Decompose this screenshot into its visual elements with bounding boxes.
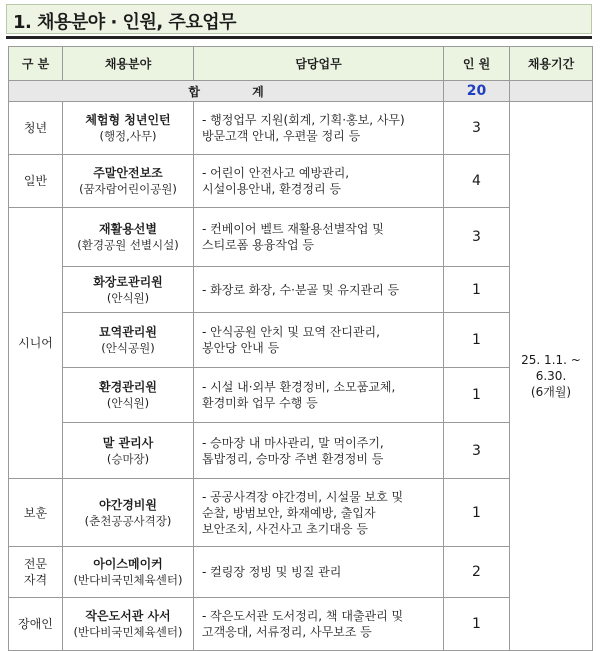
field-cell: 주말안전보조 (꿈자람어린이공원)	[63, 155, 194, 208]
title-box	[6, 4, 592, 34]
duty-cell: - 시설 내·외부 환경정비, 소모품교체, 환경미화 업무 수행 등	[194, 368, 444, 423]
field-cell: 재활용선별 (환경공원 선별시설)	[63, 208, 194, 267]
field-cell: 환경관리원 (안식원)	[63, 368, 194, 423]
title-underline	[6, 36, 592, 39]
count-cell: 1	[444, 267, 510, 313]
count-cell: 1	[444, 368, 510, 423]
count-cell: 1	[444, 313, 510, 368]
table-row	[9, 155, 593, 208]
table-row	[9, 368, 593, 423]
count-cell: 1	[444, 479, 510, 547]
duty-cell: - 화장로 화장, 수·분골 및 유지관리 등	[194, 267, 444, 313]
count-cell: 2	[444, 547, 510, 598]
duty-cell: - 승마장 내 마사관리, 말 먹이주기, 톱밥정리, 승마장 주변 환경정비 등	[194, 423, 444, 479]
table-row	[9, 423, 593, 479]
field-cell: 아이스메이커 (반다비국민체육센터)	[63, 547, 194, 598]
duty-cell: - 행정업무 지원(회계, 기획·홍보, 사무) 방문고객 안내, 우편물 정리 등	[194, 102, 444, 155]
table-row	[9, 547, 593, 598]
field-cell: 작은도서관 사서 (반다비국민체육센터)	[63, 598, 194, 651]
count-cell: 3	[444, 208, 510, 267]
category-cell: 청년	[9, 102, 63, 155]
field-cell: 체험형 청년인턴 (행정,사무)	[63, 102, 194, 155]
field-cell: 묘역관리원 (안식공원)	[63, 313, 194, 368]
duty-cell: - 컨베이어 벨트 재활용선별작업 및 스티로폼 용융작업 등	[194, 208, 444, 267]
section-title: 1. 채용분야 · 인원, 주요업무	[13, 12, 236, 33]
table-row	[9, 598, 593, 651]
duty-cell: - 안식공원 안치 및 묘역 잔디관리, 봉안당 안내 등	[194, 313, 444, 368]
table-row	[9, 479, 593, 547]
header-period: 채용기간	[510, 47, 593, 81]
table-row	[9, 313, 593, 368]
count-cell: 4	[444, 155, 510, 208]
total-row	[9, 81, 593, 102]
category-cell: 장애인	[9, 598, 63, 651]
duty-cell: - 공공사격장 야간경비, 시설물 보호 및 순찰, 방범보안, 화재예방, 출입자 보안조치, 사건사고 초기대응 등	[194, 479, 444, 547]
recruitment-table	[8, 46, 593, 651]
field-cell: 야간경비원 (춘천공공사격장)	[63, 479, 194, 547]
count-cell: 3	[444, 102, 510, 155]
category-cell: 시니어	[9, 208, 63, 479]
header-category: 구 분	[9, 47, 63, 81]
duty-cell: - 컬링장 정빙 및 빙질 관리	[194, 547, 444, 598]
category-cell: 일반	[9, 155, 63, 208]
category-cell: 보훈	[9, 479, 63, 547]
duty-cell: - 작은도서관 도서정리, 책 대출관리 및 고객응대, 서류정리, 사무보조 등	[194, 598, 444, 651]
total-label: 합 계	[9, 81, 444, 102]
total-period-blank	[510, 81, 593, 102]
header-duty: 담당업무	[194, 47, 444, 81]
table-row	[9, 267, 593, 313]
field-cell: 말 관리사 (승마장)	[63, 423, 194, 479]
header-row	[9, 47, 593, 81]
table-row	[9, 208, 593, 267]
total-count: 20	[444, 81, 510, 102]
header-field: 채용분야	[63, 47, 194, 81]
field-cell: 화장로관리원 (안식원)	[63, 267, 194, 313]
count-cell: 1	[444, 598, 510, 651]
table-row	[9, 102, 593, 155]
count-cell: 3	[444, 423, 510, 479]
category-cell: 전문 자격	[9, 547, 63, 598]
period-cell: 25. 1.1. ~ 6.30. (6개월)	[510, 102, 593, 651]
header-count: 인 원	[444, 47, 510, 81]
duty-cell: - 어린이 안전사고 예방관리, 시설이용안내, 환경정리 등	[194, 155, 444, 208]
